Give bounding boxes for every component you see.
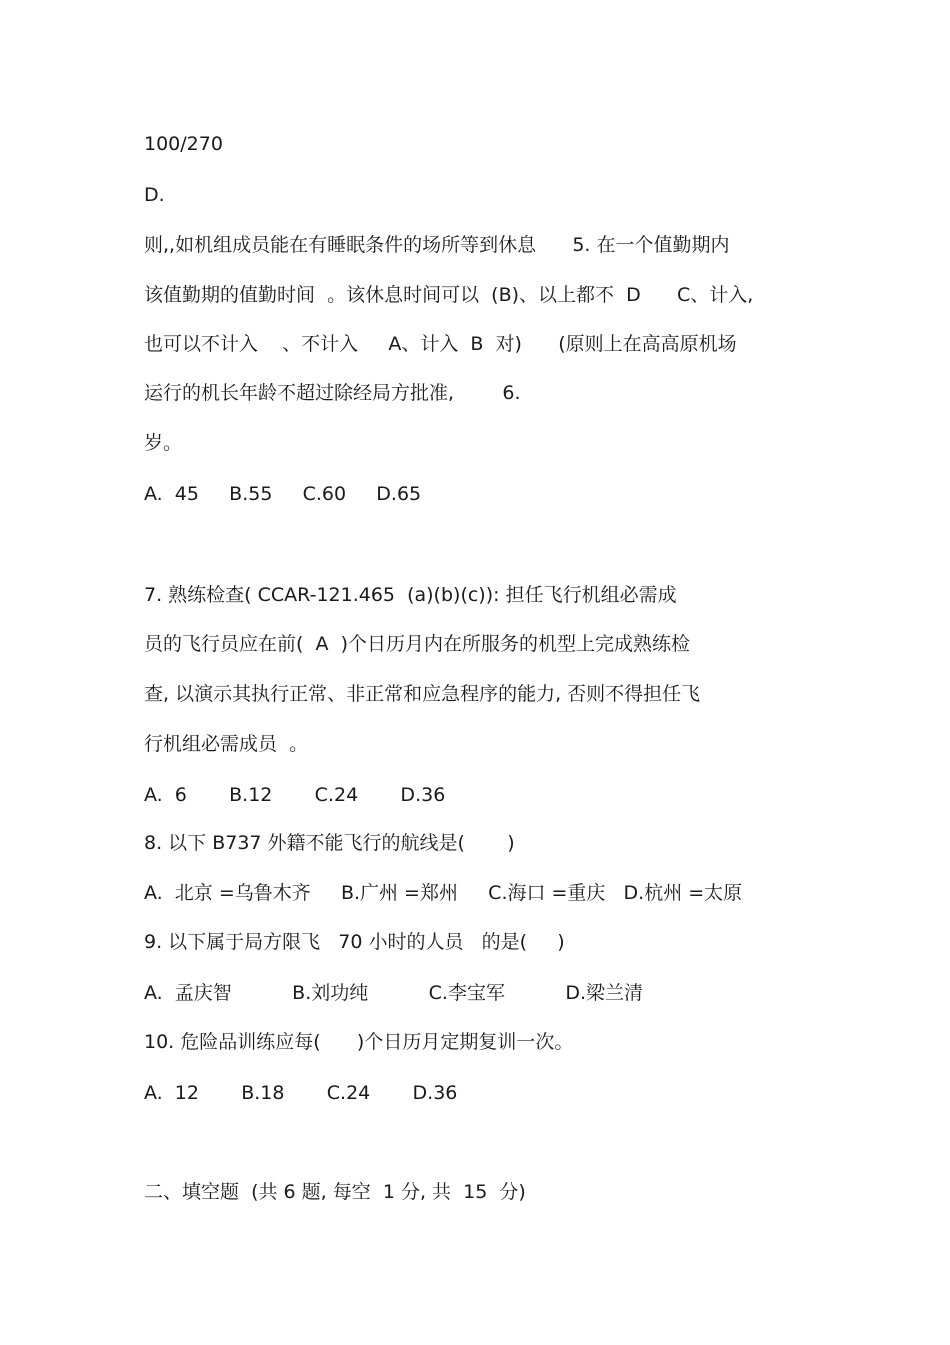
section-heading-fill-in: 二、填空题 (共 6 题, 每空 1 分, 共 15 分): [144, 1181, 526, 1203]
text-line-q10: 10. 危险品训练应每( )个日历月定期复训一次。: [144, 1031, 574, 1053]
text-line-option-d: D.: [144, 184, 165, 206]
text-line-q6-part1: 运行的机长年龄不超过除经局方批准, 6.: [144, 382, 521, 404]
text-line-q7-part1: 7. 熟练检查( CCAR-121.465 (a)(b)(c)): 担任飞行机组必需成: [144, 584, 677, 606]
text-line-q7-part2: 员的飞行员应在前( A )个日历月内在所服务的机型上完成熟练检: [144, 633, 690, 655]
text-line-q8-options: A. 北京 =乌鲁木齐 B.广州 =郑州 C.海口 =重庆 D.杭州 =太原: [144, 882, 743, 904]
text-line-q7-part3: 查, 以演示其执行正常、非正常和应急程序的能力, 否则不得担任飞: [144, 683, 701, 705]
text-line-page-fraction: 100/270: [144, 133, 223, 155]
text-line-q7-options: A. 6 B.12 C.24 D.36: [144, 784, 446, 806]
text-line-q6-options: A. 45 B.55 C.60 D.65: [144, 483, 422, 505]
text-line-q8: 8. 以下 B737 外籍不能飞行的航线是( ): [144, 832, 515, 854]
text-line-q10-options: A. 12 B.18 C.24 D.36: [144, 1082, 458, 1104]
text-line-q5-part2: 该值勤期的值勤时间 。该休息时间可以 (B)、以上都不 D C、计入,: [144, 284, 754, 306]
text-line-q5-part1: 则,,如机组成员能在有睡眠条件的场所等到休息 5. 在一个值勤期内: [144, 234, 730, 256]
text-line-q9-options: A. 孟庆智 B.刘功纯 C.李宝军 D.梁兰清: [144, 982, 644, 1004]
text-line-q6-part2: 岁。: [144, 432, 183, 454]
text-line-q7-part4: 行机组必需成员 。: [144, 733, 309, 755]
text-line-q5-part3: 也可以不计入 、不计入 A、计入 B 对) (原则上在高高原机场: [144, 333, 737, 355]
text-line-q9: 9. 以下属于局方限飞 70 小时的人员 的是( ): [144, 931, 565, 953]
